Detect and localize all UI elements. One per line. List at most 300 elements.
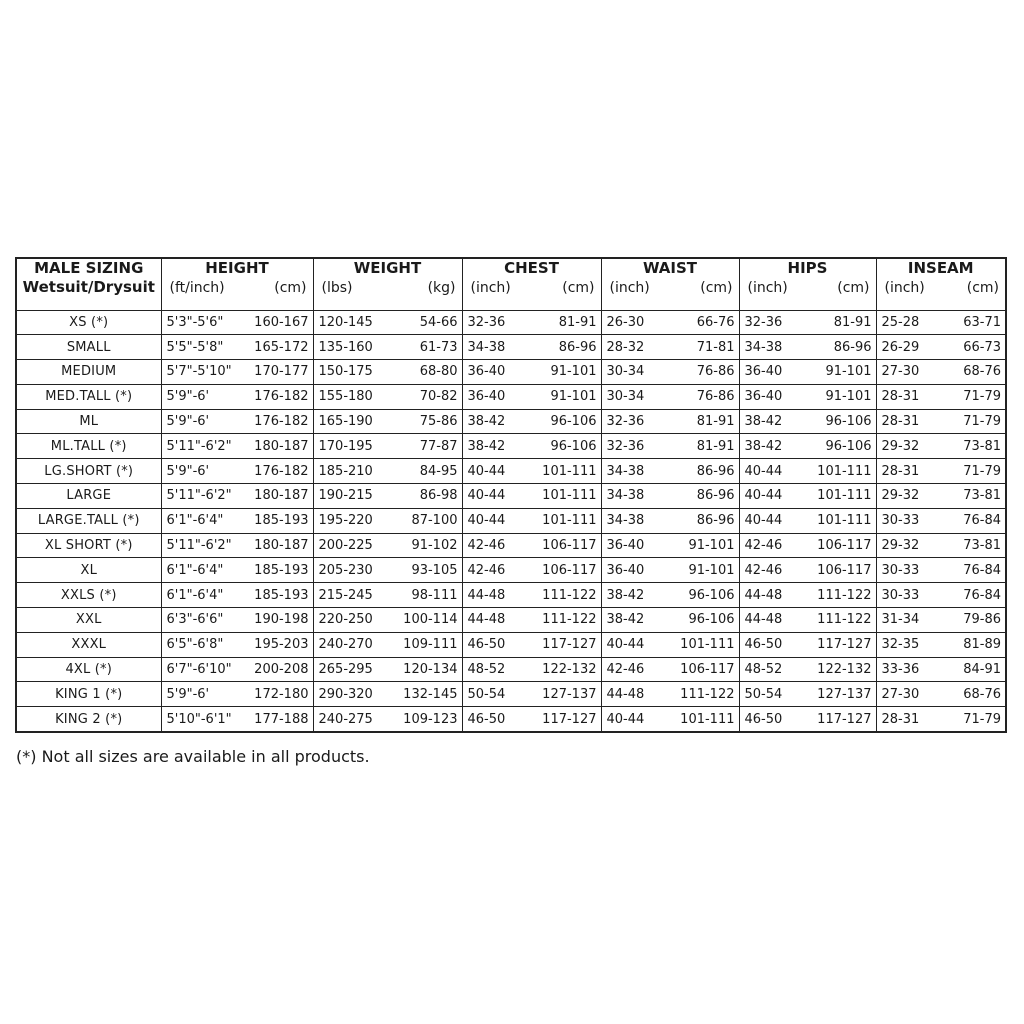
chest-cell bbox=[462, 484, 601, 509]
hips-cell bbox=[739, 409, 876, 434]
chest-imperial-value: 48-52 bbox=[467, 662, 506, 678]
waist-metric-value: 81-91 bbox=[696, 414, 735, 430]
weight-imperial-value: 120-145 bbox=[318, 314, 373, 330]
waist-cell bbox=[601, 608, 739, 633]
waist-imperial-value: 32-36 bbox=[606, 414, 645, 430]
weight-imperial-value: 205-230 bbox=[318, 562, 373, 578]
height-metric-value: 165-172 bbox=[254, 339, 309, 355]
header-waist-title: WAIST bbox=[642, 259, 698, 277]
chest-metric-value: 81-91 bbox=[558, 314, 597, 330]
inseam-cell bbox=[876, 360, 1006, 385]
weight-imperial-value: 240-275 bbox=[318, 711, 373, 727]
height-cell bbox=[161, 310, 313, 335]
hips-metric-value: 111-122 bbox=[817, 587, 872, 603]
chest-metric-value: 106-117 bbox=[542, 562, 597, 578]
inseam-imperial-value: 28-31 bbox=[881, 711, 920, 727]
weight-metric-value: 77-87 bbox=[419, 438, 458, 454]
table-row bbox=[16, 360, 1006, 385]
waist-metric-value: 111-122 bbox=[680, 686, 735, 702]
hips-imperial-value: 48-52 bbox=[744, 662, 783, 678]
size-label: MEDIUM bbox=[16, 360, 161, 385]
hips-cell bbox=[739, 608, 876, 633]
chest-metric-value: 101-111 bbox=[542, 513, 597, 529]
inseam-metric-value: 76-84 bbox=[963, 513, 1001, 529]
hips-imperial-value: 38-42 bbox=[744, 414, 783, 430]
hips-cell bbox=[739, 558, 876, 583]
weight-metric-value: 75-86 bbox=[419, 414, 458, 430]
waist-cell bbox=[601, 434, 739, 459]
weight-cell bbox=[313, 409, 462, 434]
waist-imperial-value: 26-30 bbox=[606, 314, 645, 330]
size-label: XXLS (*) bbox=[16, 583, 161, 608]
weight-metric-value: 100-114 bbox=[403, 612, 458, 628]
inseam-imperial-value: 27-30 bbox=[881, 364, 920, 380]
inseam-cell bbox=[876, 682, 1006, 707]
chest-cell bbox=[462, 409, 601, 434]
inseam-imperial-value: 28-31 bbox=[881, 389, 920, 405]
height-cell bbox=[161, 657, 313, 682]
height-imperial-value: 5'9"-6' bbox=[166, 414, 210, 430]
waist-cell bbox=[601, 682, 739, 707]
weight-imperial-value: 195-220 bbox=[318, 513, 373, 529]
table-row bbox=[16, 533, 1006, 558]
header-inseam-unit-a: (inch) bbox=[884, 280, 925, 296]
header-height-unit-a: (ft/inch) bbox=[169, 280, 225, 296]
inseam-imperial-value: 25-28 bbox=[881, 314, 920, 330]
weight-metric-value: 68-80 bbox=[419, 364, 458, 380]
chest-imperial-value: 40-44 bbox=[467, 513, 506, 529]
inseam-metric-value: 71-79 bbox=[963, 414, 1001, 430]
waist-cell bbox=[601, 583, 739, 608]
weight-imperial-value: 240-270 bbox=[318, 637, 373, 653]
waist-cell bbox=[601, 310, 739, 335]
table-row bbox=[16, 558, 1006, 583]
chest-imperial-value: 36-40 bbox=[467, 389, 506, 405]
waist-metric-value: 81-91 bbox=[696, 438, 735, 454]
weight-imperial-value: 215-245 bbox=[318, 587, 373, 603]
inseam-imperial-value: 27-30 bbox=[881, 686, 920, 702]
footnote: (*) Not all sizes are available in all products. bbox=[16, 747, 370, 766]
height-imperial-value: 5'11"-6'2" bbox=[166, 488, 232, 504]
height-imperial-value: 6'1"-6'4" bbox=[166, 513, 224, 529]
height-cell bbox=[161, 484, 313, 509]
hips-metric-value: 91-101 bbox=[825, 389, 872, 405]
height-cell bbox=[161, 707, 313, 732]
weight-cell bbox=[313, 508, 462, 533]
height-cell bbox=[161, 608, 313, 633]
chest-cell bbox=[462, 632, 601, 657]
height-imperial-value: 5'11"-6'2" bbox=[166, 438, 232, 454]
height-imperial-value: 5'9"-6' bbox=[166, 389, 210, 405]
header-hips-title: HIPS bbox=[787, 259, 828, 277]
hips-metric-value: 106-117 bbox=[817, 538, 872, 554]
hips-metric-value: 101-111 bbox=[817, 488, 872, 504]
weight-metric-value: 54-66 bbox=[419, 314, 458, 330]
header-height-title: HEIGHT bbox=[205, 259, 269, 277]
chest-cell bbox=[462, 533, 601, 558]
height-cell bbox=[161, 335, 313, 360]
waist-metric-value: 101-111 bbox=[680, 711, 735, 727]
chest-imperial-value: 42-46 bbox=[467, 562, 506, 578]
chest-cell bbox=[462, 508, 601, 533]
waist-metric-value: 86-96 bbox=[696, 488, 735, 504]
height-cell bbox=[161, 583, 313, 608]
weight-metric-value: 93-105 bbox=[411, 562, 458, 578]
waist-imperial-value: 40-44 bbox=[606, 637, 645, 653]
weight-imperial-value: 185-210 bbox=[318, 463, 373, 479]
inseam-cell bbox=[876, 608, 1006, 633]
inseam-cell bbox=[876, 335, 1006, 360]
inseam-cell bbox=[876, 508, 1006, 533]
height-imperial-value: 6'3"-6'6" bbox=[166, 612, 224, 628]
inseam-cell bbox=[876, 434, 1006, 459]
chest-metric-value: 101-111 bbox=[542, 488, 597, 504]
weight-cell bbox=[313, 310, 462, 335]
chest-cell bbox=[462, 434, 601, 459]
inseam-metric-value: 71-79 bbox=[963, 463, 1001, 479]
height-cell bbox=[161, 459, 313, 484]
header-inseam-unit-b: (cm) bbox=[966, 280, 999, 296]
header-weight-unit-a: (lbs) bbox=[321, 280, 353, 296]
hips-cell bbox=[739, 508, 876, 533]
height-metric-value: 195-203 bbox=[254, 637, 309, 653]
weight-metric-value: 109-123 bbox=[403, 711, 458, 727]
height-cell bbox=[161, 632, 313, 657]
hips-metric-value: 86-96 bbox=[833, 339, 872, 355]
chest-imperial-value: 44-48 bbox=[467, 612, 506, 628]
chest-metric-value: 117-127 bbox=[542, 637, 597, 653]
header-hips bbox=[739, 258, 876, 310]
hips-cell bbox=[739, 335, 876, 360]
size-label: ML bbox=[16, 409, 161, 434]
height-imperial-value: 5'11"-6'2" bbox=[166, 538, 232, 554]
hips-cell bbox=[739, 632, 876, 657]
height-metric-value: 177-188 bbox=[254, 711, 309, 727]
waist-imperial-value: 40-44 bbox=[606, 711, 645, 727]
waist-metric-value: 76-86 bbox=[696, 389, 735, 405]
hips-cell bbox=[739, 459, 876, 484]
header-waist-unit-b: (cm) bbox=[700, 280, 733, 296]
weight-metric-value: 84-95 bbox=[419, 463, 458, 479]
height-metric-value: 172-180 bbox=[254, 686, 309, 702]
height-metric-value: 176-182 bbox=[254, 414, 309, 430]
height-cell bbox=[161, 508, 313, 533]
inseam-cell bbox=[876, 707, 1006, 732]
chest-imperial-value: 38-42 bbox=[467, 414, 506, 430]
height-metric-value: 185-193 bbox=[254, 587, 309, 603]
header-chest-unit-a: (inch) bbox=[470, 280, 511, 296]
table-row bbox=[16, 434, 1006, 459]
hips-metric-value: 91-101 bbox=[825, 364, 872, 380]
chest-cell bbox=[462, 360, 601, 385]
header-waist bbox=[601, 258, 739, 310]
height-metric-value: 176-182 bbox=[254, 463, 309, 479]
waist-imperial-value: 34-38 bbox=[606, 513, 645, 529]
hips-metric-value: 122-132 bbox=[817, 662, 872, 678]
header-wetsuit-drysuit: Wetsuit/Drysuit bbox=[22, 278, 155, 296]
hips-imperial-value: 46-50 bbox=[744, 711, 783, 727]
height-imperial-value: 5'3"-5'6" bbox=[166, 314, 224, 330]
hips-cell bbox=[739, 384, 876, 409]
weight-cell bbox=[313, 384, 462, 409]
inseam-cell bbox=[876, 533, 1006, 558]
waist-cell bbox=[601, 707, 739, 732]
inseam-metric-value: 73-81 bbox=[963, 438, 1001, 454]
inseam-metric-value: 76-84 bbox=[963, 562, 1001, 578]
hips-metric-value: 111-122 bbox=[817, 612, 872, 628]
hips-cell bbox=[739, 310, 876, 335]
hips-imperial-value: 42-46 bbox=[744, 538, 783, 554]
height-cell bbox=[161, 682, 313, 707]
chest-cell bbox=[462, 558, 601, 583]
hips-imperial-value: 40-44 bbox=[744, 463, 783, 479]
waist-cell bbox=[601, 335, 739, 360]
chest-metric-value: 106-117 bbox=[542, 538, 597, 554]
inseam-metric-value: 71-79 bbox=[963, 711, 1001, 727]
weight-cell bbox=[313, 583, 462, 608]
weight-cell bbox=[313, 484, 462, 509]
weight-imperial-value: 290-320 bbox=[318, 686, 373, 702]
chest-metric-value: 91-101 bbox=[550, 364, 597, 380]
weight-metric-value: 109-111 bbox=[403, 637, 458, 653]
hips-metric-value: 117-127 bbox=[817, 711, 872, 727]
weight-metric-value: 61-73 bbox=[419, 339, 458, 355]
chest-metric-value: 96-106 bbox=[550, 438, 597, 454]
height-metric-value: 185-193 bbox=[254, 562, 309, 578]
waist-cell bbox=[601, 384, 739, 409]
hips-cell bbox=[739, 484, 876, 509]
chest-cell bbox=[462, 384, 601, 409]
waist-metric-value: 91-101 bbox=[688, 562, 735, 578]
inseam-cell bbox=[876, 310, 1006, 335]
waist-metric-value: 91-101 bbox=[688, 538, 735, 554]
weight-imperial-value: 155-180 bbox=[318, 389, 373, 405]
weight-metric-value: 70-82 bbox=[419, 389, 458, 405]
weight-cell bbox=[313, 459, 462, 484]
height-cell bbox=[161, 558, 313, 583]
size-label: LG.SHORT (*) bbox=[16, 459, 161, 484]
table-row bbox=[16, 657, 1006, 682]
height-imperial-value: 5'9"-6' bbox=[166, 686, 210, 702]
hips-imperial-value: 32-36 bbox=[744, 314, 783, 330]
chest-metric-value: 101-111 bbox=[542, 463, 597, 479]
chest-cell bbox=[462, 310, 601, 335]
weight-metric-value: 132-145 bbox=[403, 686, 458, 702]
size-label: KING 1 (*) bbox=[16, 682, 161, 707]
hips-cell bbox=[739, 707, 876, 732]
chest-imperial-value: 50-54 bbox=[467, 686, 506, 702]
height-metric-value: 176-182 bbox=[254, 389, 309, 405]
height-imperial-value: 5'5"-5'8" bbox=[166, 339, 224, 355]
hips-imperial-value: 42-46 bbox=[744, 562, 783, 578]
hips-imperial-value: 36-40 bbox=[744, 389, 783, 405]
hips-imperial-value: 34-38 bbox=[744, 339, 783, 355]
height-imperial-value: 6'1"-6'4" bbox=[166, 562, 224, 578]
size-label: MED.TALL (*) bbox=[16, 384, 161, 409]
chest-metric-value: 111-122 bbox=[542, 587, 597, 603]
waist-metric-value: 86-96 bbox=[696, 513, 735, 529]
height-metric-value: 180-187 bbox=[254, 488, 309, 504]
chest-metric-value: 86-96 bbox=[558, 339, 597, 355]
size-chart bbox=[15, 257, 1005, 733]
waist-metric-value: 96-106 bbox=[688, 612, 735, 628]
weight-metric-value: 120-134 bbox=[403, 662, 458, 678]
hips-imperial-value: 40-44 bbox=[744, 488, 783, 504]
chest-cell bbox=[462, 459, 601, 484]
weight-metric-value: 98-111 bbox=[411, 587, 458, 603]
inseam-cell bbox=[876, 583, 1006, 608]
height-metric-value: 185-193 bbox=[254, 513, 309, 529]
table-row bbox=[16, 459, 1006, 484]
inseam-metric-value: 73-81 bbox=[963, 538, 1001, 554]
waist-metric-value: 66-76 bbox=[696, 314, 735, 330]
inseam-imperial-value: 29-32 bbox=[881, 538, 920, 554]
height-imperial-value: 6'7"-6'10" bbox=[166, 662, 232, 678]
table-body bbox=[16, 310, 1006, 732]
hips-imperial-value: 50-54 bbox=[744, 686, 783, 702]
hips-cell bbox=[739, 682, 876, 707]
waist-imperial-value: 30-34 bbox=[606, 389, 645, 405]
inseam-imperial-value: 33-36 bbox=[881, 662, 920, 678]
header-male-sizing: MALE SIZING bbox=[34, 259, 144, 277]
chest-imperial-value: 40-44 bbox=[467, 488, 506, 504]
inseam-metric-value: 76-84 bbox=[963, 587, 1001, 603]
inseam-cell bbox=[876, 657, 1006, 682]
height-metric-value: 200-208 bbox=[254, 662, 309, 678]
waist-imperial-value: 32-36 bbox=[606, 438, 645, 454]
weight-metric-value: 86-98 bbox=[419, 488, 458, 504]
chest-metric-value: 96-106 bbox=[550, 414, 597, 430]
size-label: LARGE.TALL (*) bbox=[16, 508, 161, 533]
inseam-metric-value: 84-91 bbox=[963, 662, 1001, 678]
inseam-imperial-value: 30-33 bbox=[881, 587, 920, 603]
height-imperial-value: 5'10"-6'1" bbox=[166, 711, 232, 727]
chest-imperial-value: 32-36 bbox=[467, 314, 506, 330]
table-row bbox=[16, 632, 1006, 657]
size-label: ML.TALL (*) bbox=[16, 434, 161, 459]
waist-cell bbox=[601, 459, 739, 484]
waist-cell bbox=[601, 657, 739, 682]
inseam-imperial-value: 30-33 bbox=[881, 513, 920, 529]
inseam-metric-value: 73-81 bbox=[963, 488, 1001, 504]
inseam-metric-value: 71-79 bbox=[963, 389, 1001, 405]
table-row bbox=[16, 409, 1006, 434]
header-row bbox=[16, 258, 1006, 310]
hips-metric-value: 96-106 bbox=[825, 438, 872, 454]
table-row bbox=[16, 682, 1006, 707]
chest-imperial-value: 46-50 bbox=[467, 637, 506, 653]
weight-imperial-value: 135-160 bbox=[318, 339, 373, 355]
waist-imperial-value: 30-34 bbox=[606, 364, 645, 380]
hips-imperial-value: 44-48 bbox=[744, 612, 783, 628]
chest-cell bbox=[462, 608, 601, 633]
header-height-unit-b: (cm) bbox=[274, 280, 307, 296]
header-hips-unit-a: (inch) bbox=[747, 280, 788, 296]
waist-imperial-value: 28-32 bbox=[606, 339, 645, 355]
table-row bbox=[16, 384, 1006, 409]
size-label: SMALL bbox=[16, 335, 161, 360]
weight-imperial-value: 170-195 bbox=[318, 438, 373, 454]
height-imperial-value: 6'1"-6'4" bbox=[166, 587, 224, 603]
header-weight bbox=[313, 258, 462, 310]
header-inseam-title: INSEAM bbox=[907, 259, 974, 277]
chest-cell bbox=[462, 583, 601, 608]
header-size-cell bbox=[16, 258, 161, 310]
weight-cell bbox=[313, 707, 462, 732]
hips-cell bbox=[739, 657, 876, 682]
inseam-cell bbox=[876, 484, 1006, 509]
weight-cell bbox=[313, 632, 462, 657]
hips-cell bbox=[739, 583, 876, 608]
chest-cell bbox=[462, 657, 601, 682]
size-label: KING 2 (*) bbox=[16, 707, 161, 732]
chest-imperial-value: 44-48 bbox=[467, 587, 506, 603]
weight-cell bbox=[313, 608, 462, 633]
waist-imperial-value: 36-40 bbox=[606, 538, 645, 554]
height-imperial-value: 5'9"-6' bbox=[166, 463, 210, 479]
hips-imperial-value: 46-50 bbox=[744, 637, 783, 653]
chest-metric-value: 127-137 bbox=[542, 686, 597, 702]
inseam-imperial-value: 29-32 bbox=[881, 438, 920, 454]
size-label: XS (*) bbox=[16, 310, 161, 335]
chest-imperial-value: 36-40 bbox=[467, 364, 506, 380]
chest-metric-value: 111-122 bbox=[542, 612, 597, 628]
weight-metric-value: 87-100 bbox=[411, 513, 458, 529]
weight-imperial-value: 165-190 bbox=[318, 414, 373, 430]
waist-imperial-value: 36-40 bbox=[606, 562, 645, 578]
waist-imperial-value: 44-48 bbox=[606, 686, 645, 702]
height-cell bbox=[161, 533, 313, 558]
chest-imperial-value: 34-38 bbox=[467, 339, 506, 355]
inseam-metric-value: 79-86 bbox=[963, 612, 1001, 628]
hips-metric-value: 106-117 bbox=[817, 562, 872, 578]
hips-imperial-value: 36-40 bbox=[744, 364, 783, 380]
waist-metric-value: 71-81 bbox=[696, 339, 735, 355]
header-chest-unit-b: (cm) bbox=[562, 280, 595, 296]
inseam-cell bbox=[876, 632, 1006, 657]
table-row bbox=[16, 508, 1006, 533]
inseam-imperial-value: 31-34 bbox=[881, 612, 920, 628]
chest-cell bbox=[462, 682, 601, 707]
weight-imperial-value: 200-225 bbox=[318, 538, 373, 554]
hips-imperial-value: 44-48 bbox=[744, 587, 783, 603]
inseam-metric-value: 68-76 bbox=[963, 364, 1001, 380]
weight-imperial-value: 150-175 bbox=[318, 364, 373, 380]
weight-imperial-value: 190-215 bbox=[318, 488, 373, 504]
hips-metric-value: 127-137 bbox=[817, 686, 872, 702]
size-label: 4XL (*) bbox=[16, 657, 161, 682]
waist-imperial-value: 34-38 bbox=[606, 463, 645, 479]
chest-imperial-value: 40-44 bbox=[467, 463, 506, 479]
chest-imperial-value: 38-42 bbox=[467, 438, 506, 454]
inseam-metric-value: 66-73 bbox=[963, 339, 1001, 355]
weight-cell bbox=[313, 434, 462, 459]
size-table bbox=[15, 257, 1007, 733]
table-row bbox=[16, 335, 1006, 360]
size-label: XL SHORT (*) bbox=[16, 533, 161, 558]
table-row bbox=[16, 707, 1006, 732]
table-row bbox=[16, 484, 1006, 509]
chest-cell bbox=[462, 707, 601, 732]
inseam-metric-value: 68-76 bbox=[963, 686, 1001, 702]
waist-cell bbox=[601, 558, 739, 583]
table-row bbox=[16, 583, 1006, 608]
weight-metric-value: 91-102 bbox=[411, 538, 458, 554]
hips-imperial-value: 40-44 bbox=[744, 513, 783, 529]
header-waist-unit-a: (inch) bbox=[609, 280, 650, 296]
weight-imperial-value: 220-250 bbox=[318, 612, 373, 628]
inseam-imperial-value: 28-31 bbox=[881, 414, 920, 430]
